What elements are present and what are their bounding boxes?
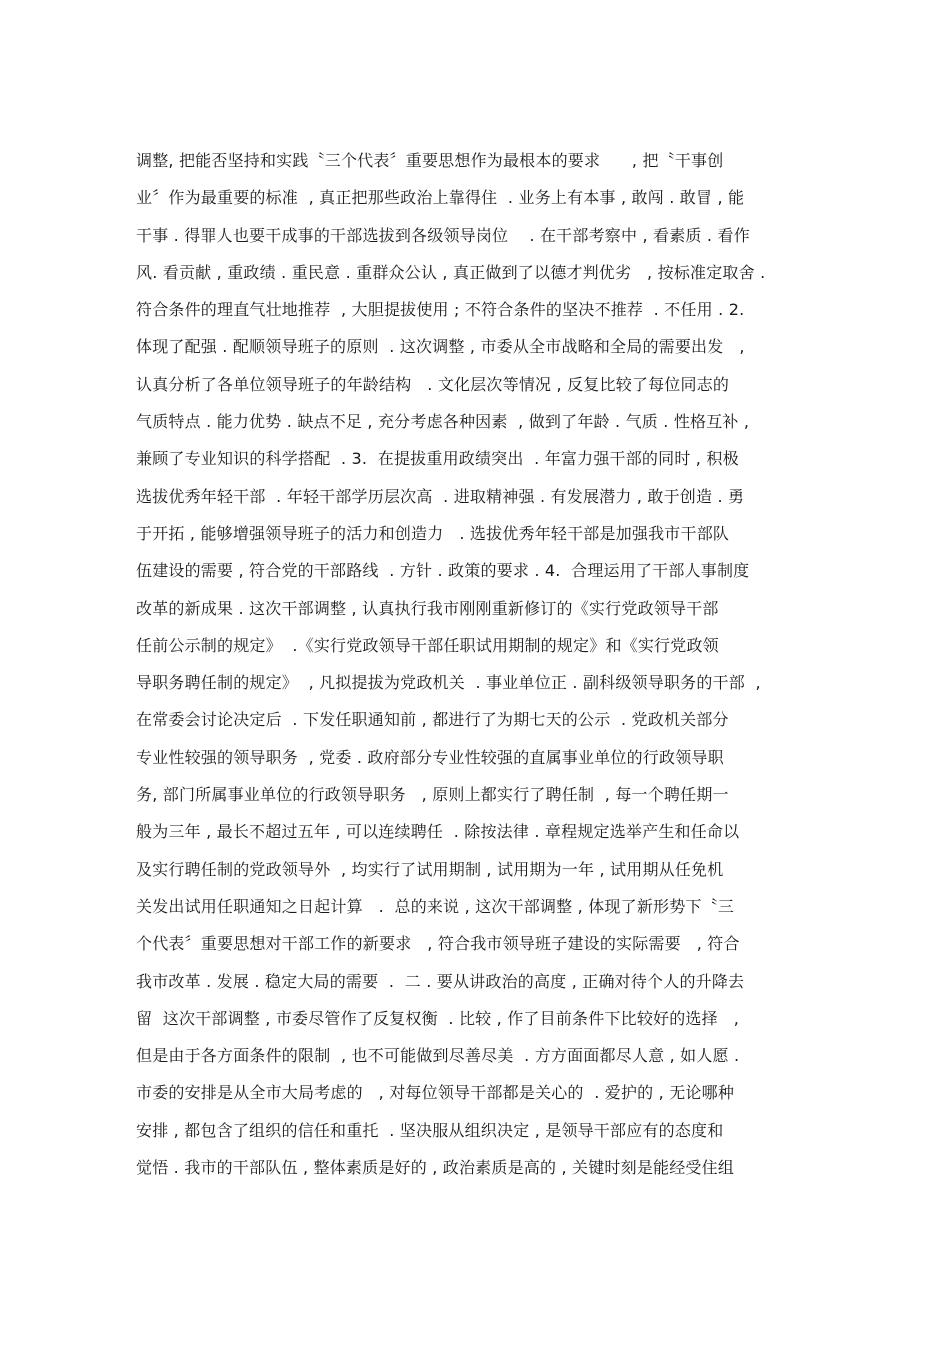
- text-line: 风. 看贡献 , 重政绩 . 重民意 . 重群众公认 , 真正做到了以德才判优劣 , 按标准定取舍 .: [136, 262, 766, 282]
- text-line: 个代表〞重要思想对干部工作的新要求 , 符合我市领导班子建设的实际需要 , 符合: [136, 934, 740, 954]
- text-line: 专业性较强的领导职务 , 党委 . 政府部分专业性较强的直属事业单位的行政领导职: [136, 747, 724, 767]
- text-line: 调整, 把能否坚持和实践〝三个代表〞重要思想作为最根本的要求 , 把〝干事创: [136, 151, 724, 170]
- text-line: 务, 部门所属事业单位的行政领导职务 , 原则上都实行了聘任制 , 每一个聘任期一: [136, 785, 729, 805]
- text-line: 但是由于各方面条件的限制 , 也不可能做到尽善尽美 . 方方面面都尽人意 , 如人愿 .: [136, 1046, 740, 1066]
- text-line: 干事 . 得罪人也要干成事的干部选拔到各级领导岗位 . 在干部考察中 , 看素质 . 看作: [136, 225, 750, 245]
- text-line: 认真分析了各单位领导班子的年龄结构 . 文化层次等情况 , 反复比较了每位同志的: [136, 374, 730, 394]
- text-line: 我市改革 . 发展 . 稳定大局的需要 . 二 . 要从讲政治的高度 , 正确对待个人的升降去: [136, 971, 745, 991]
- text-line: 气质特点 . 能力优势 . 缺点不足 , 充分考虑各种因素 , 做到了年龄 . 气质 . 性格互补 ,: [136, 412, 750, 432]
- text-line: 于开拓 , 能够增强领导班子的活力和创造力 . 选拔优秀年轻干部是加强我市干部队: [136, 523, 730, 543]
- text-line: 市委的安排是从全市大局考虑的 , 对每位领导干部都是关心的 . 爱护的 , 无论哪种: [136, 1083, 735, 1103]
- body-text: [136, 142, 826, 1186]
- text-line: 体现了配强 . 配顺领导班子的原则 . 这次调整 , 市委从全市战略和全局的需要出发 ,: [136, 337, 745, 357]
- text-line: 及实行聘任制的党政领导外 , 均实行了试用期制 , 试用期为一年 , 试用期从任免机: [136, 859, 724, 879]
- text-line: 般为三年 , 最长不超过五年 , 可以连续聘任 . 除按法律 . 章程规定选举产生和任命以: [136, 822, 740, 842]
- text-line: 任前公示制的规定》 .《实行党政领导干部任职试用期制的规定》和《实行党政领: [136, 635, 719, 655]
- text-line: 关发出试用任职通知之日起计算 . 总的来说 , 这次干部调整 , 体现了新形势下〝三: [136, 896, 735, 916]
- text-line: 兼顾了专业知识的科学搭配 . 3. 在提拔重用政绩突出 . 年富力强干部的同时 , 积极: [136, 449, 739, 469]
- text-line: 觉悟 . 我市的干部队伍 , 整体素质是好的 , 政治素质是高的 , 关键时刻是能经受住组: [136, 1158, 735, 1178]
- text-line: 留 这次干部调整 , 市委尽管作了反复权衡 . 比较 , 作了目前条件下比较好的选择 ,: [136, 1008, 739, 1028]
- text-line: 符合条件的理直气壮地推荐 , 大胆提拔使用 ; 不符合条件的坚决不推荐 . 不任用 . 2.: [136, 300, 745, 320]
- text-line: 选拔优秀年轻干部 . 年轻干部学历层次高 . 进取精神强 . 有发展潜力 , 敢于创造 . 勇: [136, 486, 745, 506]
- text-line: 安排 , 都包含了组织的信任和重托 . 坚决服从组织决定 , 是领导干部应有的态度和: [136, 1120, 724, 1140]
- text-line: 改革的新成果 . 这次干部调整 , 认真执行我市刚刚重新修订的《实行党政领导干部: [136, 598, 719, 618]
- text-line: 导职务聘任制的规定》 , 凡拟提拔为党政机关 . 事业单位正 . 副科级领导职务的干部 ,: [136, 673, 761, 693]
- text-line: 伍建设的需要 , 符合党的干部路线 . 方针 . 政策的要求 . 4. 合理运用了干部人事制度: [136, 561, 750, 581]
- text-line: 业〞作为最重要的标准 , 真正把那些政治上靠得住 . 业务上有本事 , 敢闯 . 敢冒 , 能: [136, 188, 745, 208]
- text-line: 在常委会讨论决定后 . 下发任职通知前 , 都进行了为期七天的公示 . 党政机关部分: [136, 710, 729, 730]
